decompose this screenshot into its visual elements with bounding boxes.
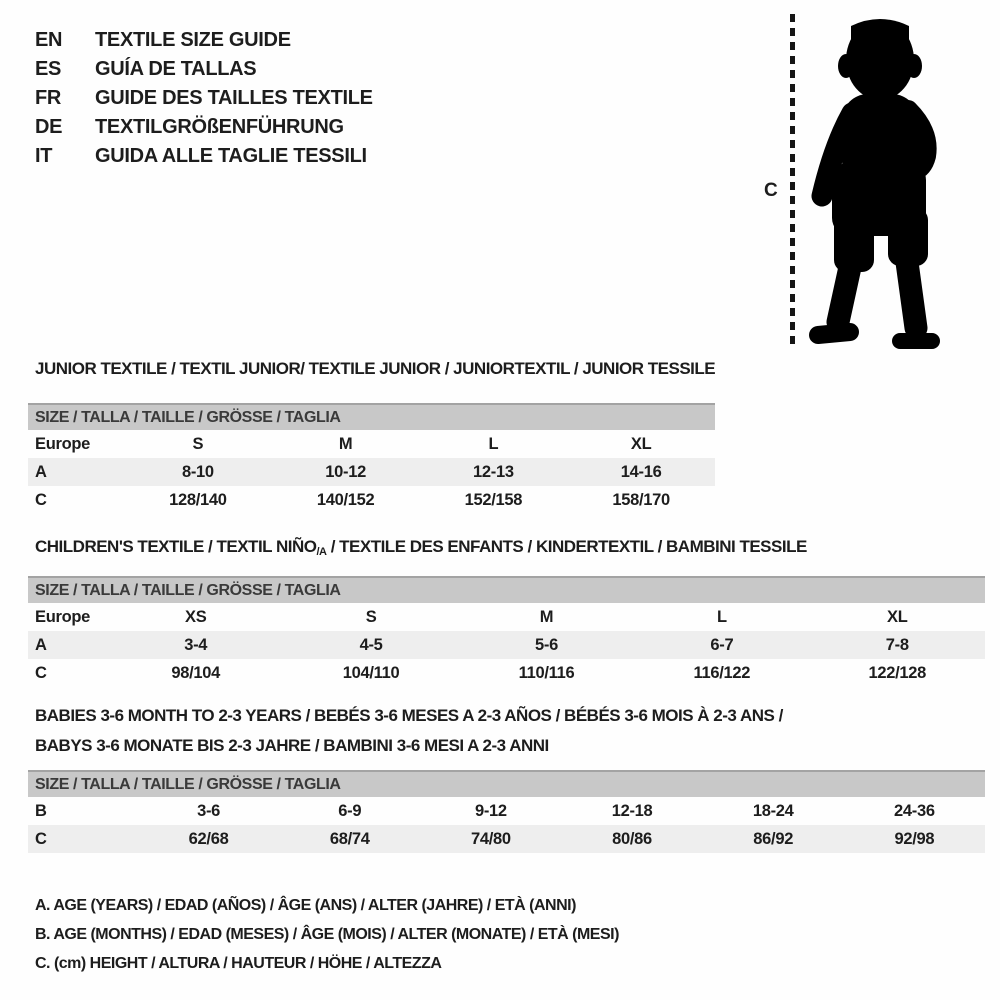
table-cell: 98/104 <box>171 663 221 682</box>
table-row-europe <box>28 430 715 458</box>
table-cell: 140/152 <box>316 490 375 509</box>
language-title: GUIDE DES TAILLES TEXTILE <box>95 87 373 109</box>
table-cell: 9-12 <box>474 801 507 820</box>
babies-title-line1: BABIES 3-6 MONTH TO 2-3 YEARS / BEBÉS 3-6 MESES A 2-3 AÑOS / BÉBÉS 3-6 MOIS À 2-3 ANS / <box>35 706 783 725</box>
table-cell: S <box>365 607 377 626</box>
table-cell: 3-4 <box>108 631 283 659</box>
junior-section-title: JUNIOR TEXTILE / TEXTIL JUNIOR/ TEXTILE JUNIOR / JUNIORTEXTIL / JUNIOR TESSILE <box>35 359 716 378</box>
table-cell: S <box>192 434 204 453</box>
table-cell: L <box>716 607 727 626</box>
footnote-a: A. AGE (YEARS) / EDAD (AÑOS) / ÂGE (ANS) / ALTER (JAHRE) / ETÀ (ANNI) <box>35 897 576 914</box>
table-cell: 92/98 <box>844 825 985 853</box>
table-row-age-months <box>28 797 985 825</box>
table-row-height <box>28 486 715 514</box>
table-cell: L <box>488 434 499 453</box>
table-cell: 122/128 <box>868 663 927 682</box>
size-header-row <box>28 404 715 430</box>
table-cell: 3-6 <box>197 801 221 820</box>
language-header <box>35 26 373 171</box>
language-row-en <box>35 26 373 55</box>
babies-title-line2: BABYS 3-6 MONATE BIS 2-3 JAHRE / BAMBINI 3-6 MESI A 2-3 ANNI <box>35 736 549 755</box>
language-row-de <box>35 113 373 142</box>
language-code: FR <box>35 87 62 109</box>
language-row-fr <box>35 84 373 113</box>
table-cell: 8-10 <box>124 458 272 486</box>
language-title: TEXTILGRÖßENFÜHRUNG <box>95 116 344 138</box>
row-label: C <box>28 825 138 853</box>
row-label: B <box>35 801 47 820</box>
language-code: DE <box>35 116 63 138</box>
table-cell: M <box>338 434 353 453</box>
table-cell: 5-6 <box>459 631 634 659</box>
table-cell: M <box>539 607 554 626</box>
table-cell: 86/92 <box>703 825 844 853</box>
size-header-label: SIZE / TALLA / TAILLE / GRÖSSE / TAGLIA <box>28 404 715 430</box>
table-cell: 10-12 <box>272 458 420 486</box>
footnotes <box>35 897 619 984</box>
row-label: Europe <box>35 607 91 626</box>
table-cell: 12-13 <box>420 458 568 486</box>
table-row-age <box>28 631 985 659</box>
language-row-it <box>35 142 373 171</box>
table-cell: 128/140 <box>169 490 227 509</box>
language-code: ES <box>35 58 62 80</box>
footnote-c: C. (cm) HEIGHT / ALTURA / HAUTEUR / HÖHE / ALTEZZA <box>35 955 442 972</box>
table-cell: 68/74 <box>279 825 420 853</box>
table-cell: 74/80 <box>420 825 561 853</box>
table-cell: 18-24 <box>752 801 794 820</box>
table-cell: 116/122 <box>693 663 751 682</box>
table-cell: 62/68 <box>138 825 279 853</box>
row-label: Europe <box>35 434 91 453</box>
table-cell: 110/116 <box>518 663 575 682</box>
table-row-height <box>28 659 985 687</box>
children-title-post: / TEXTILE DES ENFANTS / KINDERTEXTIL / BAMBINI TESSILE <box>326 537 807 556</box>
children-title-pre: CHILDREN'S TEXTILE / TEXTIL NIÑO <box>35 537 317 556</box>
junior-size-table <box>28 403 715 514</box>
language-title: GUIDA ALLE TAGLIE TESSILI <box>95 145 367 167</box>
size-header-label: SIZE / TALLA / TAILLE / GRÖSSE / TAGLIA <box>28 577 985 603</box>
table-cell: 6-9 <box>338 801 362 820</box>
children-title-sub: /A <box>316 546 327 558</box>
table-row-height <box>28 825 985 853</box>
table-cell: 80/86 <box>561 825 702 853</box>
table-cell: XL <box>630 434 652 453</box>
table-cell: 7-8 <box>810 631 985 659</box>
table-cell: 158/170 <box>612 490 670 509</box>
height-measure-dotted-line <box>790 14 795 346</box>
table-row-europe <box>28 603 985 631</box>
language-row-es <box>35 55 373 84</box>
size-header-label: SIZE / TALLA / TAILLE / GRÖSSE / TAGLIA <box>28 771 985 797</box>
language-title: GUÍA DE TALLAS <box>95 58 257 80</box>
row-label: C <box>35 663 47 682</box>
row-label: A <box>28 631 108 659</box>
table-cell: 152/158 <box>464 490 523 509</box>
table-cell: 24-36 <box>894 801 935 820</box>
table-cell: 14-16 <box>567 458 715 486</box>
size-header-row <box>28 577 985 603</box>
children-section-title <box>35 537 807 558</box>
babies-size-table <box>28 770 985 853</box>
table-cell: XL <box>887 607 908 626</box>
babies-section-title <box>35 706 783 756</box>
height-measure-label: C <box>764 180 778 201</box>
row-label: C <box>35 490 47 509</box>
children-size-table <box>28 576 985 687</box>
table-cell: 6-7 <box>634 631 809 659</box>
table-cell: 12-18 <box>611 801 653 820</box>
row-label: A <box>28 458 124 486</box>
footnote-b: B. AGE (MONTHS) / EDAD (MESES) / ÂGE (MOIS) / ALTER (MONATE) / ETÀ (MESI) <box>35 926 619 943</box>
language-code: IT <box>35 145 53 167</box>
size-header-row <box>28 771 985 797</box>
table-cell: 104/110 <box>342 663 400 682</box>
language-code: EN <box>35 29 63 51</box>
language-title: TEXTILE SIZE GUIDE <box>95 29 291 51</box>
table-cell: 4-5 <box>283 631 458 659</box>
toddler-silhouette-icon <box>806 10 954 350</box>
table-cell: XS <box>184 607 207 626</box>
table-row-age <box>28 458 715 486</box>
